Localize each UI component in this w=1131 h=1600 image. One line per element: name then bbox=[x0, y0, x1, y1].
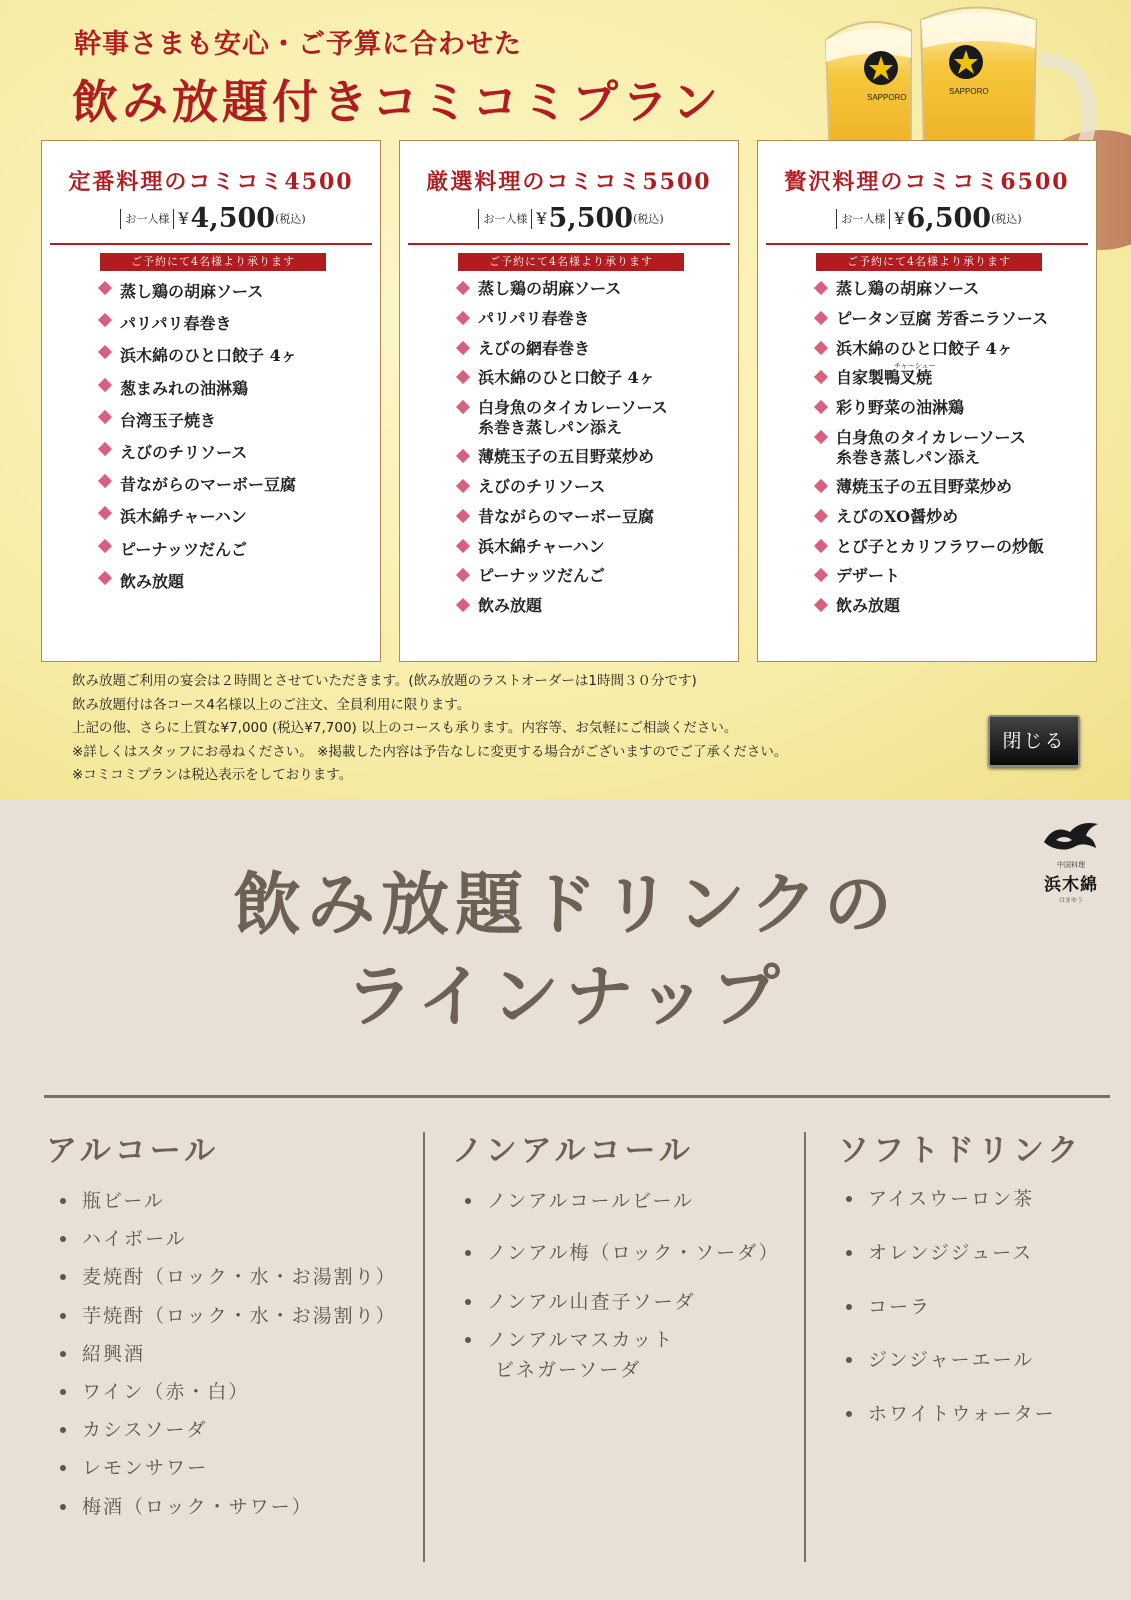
price-amount: 5,500 bbox=[548, 203, 634, 234]
menu-item: 昔ながらのマーボー豆腐 bbox=[100, 472, 370, 504]
menu-item: 浜木綿チャーハン bbox=[100, 504, 370, 536]
note-line: 上記の他、さらに上質な¥7,000 (税込¥7,700) 以上のコースも承ります。内容等、お気軽にご相談ください。 bbox=[72, 720, 738, 736]
list-item: ジンジャーエール bbox=[844, 1345, 1056, 1399]
menu-item: ピータン豆腐 芳香ニラソース bbox=[816, 309, 1086, 339]
per-person-label: お一人様 bbox=[841, 212, 886, 226]
course-menu bbox=[816, 279, 1086, 626]
list-item: コーラ bbox=[844, 1292, 1056, 1346]
list-item: カシスソーダ bbox=[58, 1415, 397, 1453]
logo-name: 浜木綿 bbox=[1044, 875, 1098, 895]
column-heading-alcohol: アルコール bbox=[46, 1133, 220, 1169]
list-item: レモンサワー bbox=[58, 1453, 397, 1491]
menu-item: 彩り野菜の油淋鶏 bbox=[816, 398, 1086, 428]
menu-item: とび子とカリフラワーの炒飯 bbox=[816, 537, 1086, 567]
plan-cards bbox=[41, 140, 1070, 662]
list-item: ハイボール bbox=[58, 1224, 397, 1262]
menu-item: 飲み放題 bbox=[100, 569, 370, 601]
column-divider bbox=[423, 1132, 425, 1562]
close-button[interactable]: 閉じる bbox=[988, 715, 1080, 767]
per-person-label: お一人様 bbox=[125, 212, 170, 226]
tax-label: (税込) bbox=[275, 212, 306, 226]
menu-item: 飲み放題 bbox=[816, 596, 1086, 626]
mug-brand-label: SAPPORO bbox=[949, 87, 989, 96]
list-item: ワイン（赤・白） bbox=[58, 1377, 397, 1415]
price-amount: 4,500 bbox=[190, 203, 276, 234]
yen-sign: ¥ bbox=[536, 209, 547, 228]
menu-item: ピーナッツだんご bbox=[458, 566, 728, 596]
menu-item: 薄焼玉子の五目野菜炒め bbox=[816, 477, 1086, 507]
menu-item: 浜木綿チャーハン bbox=[458, 537, 728, 567]
menu-item: 蒸し鶏の胡麻ソース bbox=[816, 279, 1086, 309]
plan-card-4500 bbox=[41, 140, 381, 662]
alcohol-list bbox=[58, 1186, 397, 1530]
plan-name: 贅沢料理のコミコミ6500 bbox=[784, 169, 1070, 195]
note-line: 飲み放題ご利用の宴会は２時間とさせていただきます。(飲み放題のラストオーダーは1時間３０分です) bbox=[72, 673, 697, 689]
lineup-title bbox=[0, 860, 1131, 1044]
list-item: ノンアルコールビール bbox=[463, 1186, 780, 1238]
plan-name: 厳選料理のコミコミ5500 bbox=[426, 169, 712, 195]
reservation-ribbon: ご予約にて4名様より承ります bbox=[458, 253, 684, 271]
reservation-ribbon: ご予約にて4名様より承ります bbox=[100, 253, 326, 271]
menu-item: 昔ながらのマーボー豆腐 bbox=[458, 507, 728, 537]
plan-subtitle: 幹事さまも安心・ご予算に合わせた bbox=[74, 29, 522, 60]
menu-item: 蒸し鶏の胡麻ソース bbox=[100, 279, 370, 311]
plan-card-5500 bbox=[399, 140, 739, 662]
column-heading-soft-drink: ソフトドリンク bbox=[838, 1133, 1083, 1169]
list-item: ノンアルマスカット ビネガーソーダ bbox=[463, 1325, 780, 1363]
menu-item: 白身魚のタイカレーソース 糸巻き蒸しパン添え bbox=[458, 398, 728, 447]
list-item: ノンアル山査子ソーダ bbox=[463, 1287, 780, 1325]
menu-item: 飲み放題 bbox=[458, 596, 728, 626]
phoenix-logo-icon bbox=[1040, 818, 1102, 854]
column-heading-non-alcohol: ノンアルコール bbox=[452, 1133, 694, 1169]
ruby-reading: チャーシュー bbox=[894, 362, 936, 371]
yen-sign: ¥ bbox=[178, 209, 189, 228]
menu-item: 白身魚のタイカレーソース 糸巻き蒸しパン添え bbox=[816, 428, 1086, 477]
plan-price bbox=[758, 203, 1096, 234]
list-item: 麦焼酎（ロック・水・お湯割り） bbox=[58, 1262, 397, 1300]
note-line: 飲み放題付は各コース4名様以上のご注文、全員利用に限ります。 bbox=[72, 696, 471, 713]
card-divider bbox=[766, 243, 1088, 245]
menu-item: ピーナッツだんご bbox=[100, 537, 370, 569]
drink-lineup-section bbox=[0, 800, 1131, 1600]
list-item: ノンアル梅（ロック・ソーダ） bbox=[463, 1238, 780, 1287]
list-item: 瓶ビール bbox=[58, 1186, 397, 1224]
plan-price bbox=[400, 203, 738, 234]
menu-item: パリパリ春巻き bbox=[100, 311, 370, 343]
card-divider bbox=[50, 243, 372, 245]
course-menu bbox=[100, 279, 370, 601]
menu-item: 蒸し鶏の胡麻ソース bbox=[458, 279, 728, 309]
menu-item: 浜木綿のひと口餃子 4ヶ bbox=[458, 368, 728, 398]
mug-brand-label: SAPPORO bbox=[867, 93, 907, 102]
per-person-label: お一人様 bbox=[483, 212, 528, 226]
menu-item: 薄焼玉子の五目野菜炒め bbox=[458, 447, 728, 477]
lineup-title-line: ラインナップ bbox=[345, 958, 786, 1037]
plan-price bbox=[42, 203, 380, 234]
menu-item: えびのXO醤炒め bbox=[816, 507, 1086, 537]
menu-item: 葱まみれの油淋鶏 bbox=[100, 376, 370, 408]
menu-item: 浜木綿のひと口餃子 4ヶ bbox=[816, 339, 1086, 369]
plan-card-6500 bbox=[757, 140, 1097, 662]
menu-item: チャーシュー 自家製鴨叉焼 bbox=[816, 368, 1086, 398]
menu-item: えびのチリソース bbox=[100, 440, 370, 472]
non-alcohol-list bbox=[463, 1186, 780, 1381]
list-item: 芋焼酎（ロック・水・お湯割り） bbox=[58, 1301, 397, 1339]
tax-label: (税込) bbox=[633, 212, 664, 226]
lineup-title-line: 飲み放題ドリンクの bbox=[233, 866, 898, 945]
note-line: ※コミコミプランは税込表示をしております。 bbox=[72, 767, 353, 783]
menu-item: パリパリ春巻き bbox=[458, 309, 728, 339]
menu-item: 浜木綿のひと口餃子 4ヶ bbox=[100, 343, 370, 375]
price-amount: 6,500 bbox=[906, 203, 992, 234]
menu-item: デザート bbox=[816, 566, 1086, 596]
menu-item: えびの網春巻き bbox=[458, 339, 728, 369]
list-item: アイスウーロン茶 bbox=[844, 1184, 1056, 1238]
reservation-ribbon: ご予約にて4名様より承ります bbox=[816, 253, 1042, 271]
column-divider bbox=[804, 1132, 806, 1562]
course-menu bbox=[458, 279, 728, 626]
list-item: オレンジジュース bbox=[844, 1238, 1056, 1292]
tax-label: (税込) bbox=[991, 212, 1022, 226]
list-item: ホワイトウォーター bbox=[844, 1399, 1056, 1453]
logo-kana: はまゆう bbox=[1058, 897, 1083, 904]
note-line: ※詳しくはスタッフにお尋ねください。 ※掲載した内容は予告なしに変更する場合がございますのでご了承ください。 bbox=[72, 743, 788, 760]
yen-sign: ¥ bbox=[894, 209, 905, 228]
section-divider bbox=[44, 1095, 1110, 1098]
plan-notes bbox=[72, 670, 787, 788]
logo-subtitle: 中国料理 bbox=[1057, 861, 1085, 869]
plan-name: 定番料理のコミコミ4500 bbox=[68, 169, 354, 195]
list-item: 紹興酒 bbox=[58, 1339, 397, 1377]
plan-title: 飲み放題付きコミコミプラン bbox=[72, 75, 722, 129]
card-divider bbox=[408, 243, 730, 245]
menu-item: 台湾玉子焼き bbox=[100, 408, 370, 440]
list-item: 梅酒（ロック・サワー） bbox=[58, 1492, 397, 1530]
menu-item: えびのチリソース bbox=[458, 477, 728, 507]
soft-drink-list bbox=[844, 1184, 1056, 1453]
